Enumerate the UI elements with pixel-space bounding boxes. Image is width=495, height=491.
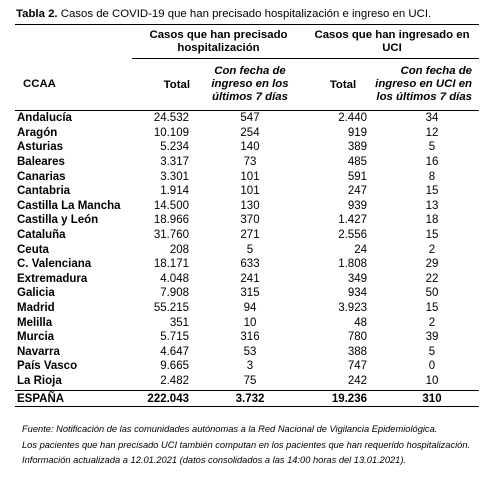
row-hosp-total: 10.109 (153, 126, 189, 139)
row-hosp-total: 3.301 (160, 170, 189, 183)
row-hosp-total: 24.532 (153, 112, 189, 125)
table-row (15, 315, 479, 330)
row-uci-7d: 22 (425, 272, 439, 285)
row-uci-total: 934 (347, 287, 367, 300)
table-row (15, 169, 479, 184)
header-group-row (15, 25, 479, 59)
header-group-hospitalization: Casos que han precisado hospitalización (132, 25, 305, 59)
row-uci-total: 24 (354, 243, 367, 256)
total-row (15, 391, 479, 407)
row-uci-total: 780 (347, 331, 367, 344)
row-hosp-7d: 130 (240, 199, 260, 212)
row-hosp-7d: 241 (240, 272, 260, 285)
table-row (15, 111, 479, 126)
row-uci-total: 2.440 (338, 112, 367, 125)
row-hosp-total: 208 (169, 243, 189, 256)
row-uci-total: 242 (347, 374, 367, 387)
row-hosp-total: 2.482 (160, 374, 189, 387)
row-uci-total: 388 (347, 345, 367, 358)
table-row (15, 242, 479, 257)
table-row (15, 126, 479, 141)
row-hosp-7d: 75 (243, 374, 257, 387)
row-hosp-total: 18.966 (153, 214, 189, 227)
row-hosp-total: 14.500 (153, 199, 189, 212)
row-ccaa: Ceuta (17, 243, 49, 256)
table-row (15, 272, 479, 287)
header-group-uci: Casos que han ingresado en UCI (305, 25, 479, 59)
row-hosp-total: 31.760 (153, 229, 189, 242)
row-ccaa: Melilla (17, 316, 53, 329)
table-row (15, 184, 479, 199)
total-ccaa: ESPAÑA (15, 391, 132, 407)
row-hosp-total: 3.317 (160, 156, 189, 169)
note-uci: Los pacientes que han precisado UCI también computan en los pacientes que han requerido hospitalización. (22, 439, 471, 450)
header-ccaa: CCAA (15, 59, 132, 111)
row-hosp-7d: 101 (240, 170, 260, 183)
table-row (15, 155, 479, 170)
row-hosp-total: 5.715 (160, 331, 189, 344)
row-hosp-7d: 5 (246, 243, 254, 256)
row-hosp-total: 351 (169, 316, 189, 329)
table-row (15, 301, 479, 316)
caption-label: Tabla 2. (16, 8, 58, 20)
row-ccaa: Andalucía (17, 112, 72, 125)
row-hosp-7d: 140 (240, 141, 260, 154)
header-empty-cell (15, 25, 132, 59)
row-uci-total: 3.923 (338, 302, 367, 315)
total-hosp-total: 222.043 (132, 391, 195, 407)
row-ccaa: Aragón (17, 126, 58, 139)
row-hosp-7d: 547 (240, 112, 260, 125)
row-uci-7d: 2 (428, 316, 436, 329)
row-uci-total: 1.427 (338, 214, 367, 227)
table-row (15, 374, 479, 391)
note-updated: Información actualizada a 12.01.2021 (datos consolidados a las 14:00 horas del 13.01.2021). (22, 455, 407, 466)
row-hosp-7d: 101 (240, 185, 260, 198)
row-ccaa: La Rioja (17, 374, 62, 387)
row-uci-7d: 13 (425, 199, 439, 212)
row-uci-total: 48 (354, 316, 367, 329)
row-uci-total: 1.808 (338, 258, 367, 271)
row-ccaa: Cataluña (17, 229, 66, 242)
table-header (15, 25, 479, 111)
table-caption (16, 7, 483, 21)
row-hosp-7d: 315 (240, 287, 260, 300)
row-ccaa: Castilla La Mancha (17, 199, 121, 212)
row-uci-7d: 15 (425, 302, 439, 315)
row-hosp-7d: 94 (243, 302, 257, 315)
row-uci-total: 591 (347, 170, 367, 183)
row-ccaa: C. Valenciana (17, 258, 92, 271)
row-hosp-7d: 633 (240, 258, 260, 271)
row-uci-total: 939 (347, 199, 367, 212)
row-ccaa: Murcia (17, 331, 55, 344)
row-hosp-7d: 10 (243, 316, 257, 329)
row-uci-total: 389 (347, 141, 367, 154)
row-ccaa: País Vasco (17, 360, 78, 373)
row-ccaa: Cantabria (17, 185, 71, 198)
header-uci-7d: Con fecha de ingreso en UCI en los últimos 7 días (371, 59, 479, 111)
row-ccaa: Castilla y León (17, 214, 99, 227)
row-hosp-total: 55.215 (153, 302, 189, 315)
note-source: Fuente: Notificación de las comunidades autónomas a la Red Nacional de Vigilancia Epidemiológica. (22, 424, 438, 435)
table-row (15, 345, 479, 360)
table-notes (22, 422, 483, 469)
table-body (15, 111, 479, 407)
row-uci-total: 247 (347, 185, 367, 198)
row-uci-7d: 0 (428, 360, 436, 373)
caption-text: Casos de COVID-19 que han precisado hospitalización e ingreso en UCI. (57, 8, 432, 20)
row-hosp-7d: 316 (240, 331, 260, 344)
header-uci-total: Total (305, 59, 371, 111)
row-uci-total: 349 (347, 272, 367, 285)
row-ccaa: Canarias (17, 170, 66, 183)
table-row (15, 213, 479, 228)
row-hosp-total: 4.048 (160, 272, 189, 285)
row-uci-total: 2.556 (338, 229, 367, 242)
row-hosp-total: 4.647 (160, 345, 189, 358)
row-hosp-total: 7.908 (160, 287, 189, 300)
row-ccaa: Galicia (17, 287, 55, 300)
row-ccaa: Baleares (17, 156, 65, 169)
total-uci-7d: 310 (371, 391, 479, 407)
row-uci-7d: 15 (425, 185, 439, 198)
row-ccaa: Navarra (17, 345, 60, 358)
row-hosp-7d: 254 (240, 126, 260, 139)
row-uci-total: 485 (347, 156, 367, 169)
header-hosp-7d: Con fecha de ingreso en los últimos 7 días (195, 59, 305, 111)
row-uci-7d: 5 (428, 141, 436, 154)
row-uci-7d: 5 (428, 345, 436, 358)
row-ccaa: Madrid (17, 302, 55, 315)
row-uci-7d: 39 (425, 331, 439, 344)
row-hosp-total: 1.914 (160, 185, 189, 198)
header-sub-row (15, 59, 479, 111)
row-hosp-7d: 370 (240, 214, 260, 227)
row-uci-7d: 18 (425, 214, 439, 227)
row-uci-total: 919 (347, 126, 367, 139)
table-row (15, 140, 479, 155)
row-hosp-total: 9.665 (160, 360, 189, 373)
row-ccaa: Extremadura (17, 272, 88, 285)
row-hosp-total: 5.234 (160, 141, 189, 154)
row-hosp-7d: 271 (240, 229, 260, 242)
table-row (15, 228, 479, 243)
row-uci-7d: 29 (425, 258, 439, 271)
covid-hospital-table (15, 24, 479, 407)
table-row (15, 286, 479, 301)
row-uci-7d: 12 (425, 126, 439, 139)
table-row (15, 199, 479, 214)
total-hosp-7d: 3.732 (195, 391, 305, 407)
row-hosp-total: 18.171 (153, 258, 189, 271)
row-hosp-7d: 73 (243, 156, 257, 169)
row-hosp-7d: 3 (246, 360, 254, 373)
row-uci-7d: 16 (425, 156, 439, 169)
row-uci-7d: 8 (428, 170, 436, 183)
table-row (15, 330, 479, 345)
table-row (15, 257, 479, 272)
row-uci-7d: 2 (428, 243, 436, 256)
row-ccaa: Asturias (17, 141, 64, 154)
table-row (15, 359, 479, 374)
row-hosp-7d: 53 (243, 345, 257, 358)
row-uci-7d: 34 (425, 112, 439, 125)
row-uci-7d: 10 (425, 374, 439, 387)
row-uci-7d: 50 (425, 287, 439, 300)
row-uci-7d: 15 (425, 229, 439, 242)
total-uci-total: 19.236 (305, 391, 371, 407)
row-uci-total: 747 (347, 360, 367, 373)
header-hosp-total: Total (132, 59, 195, 111)
